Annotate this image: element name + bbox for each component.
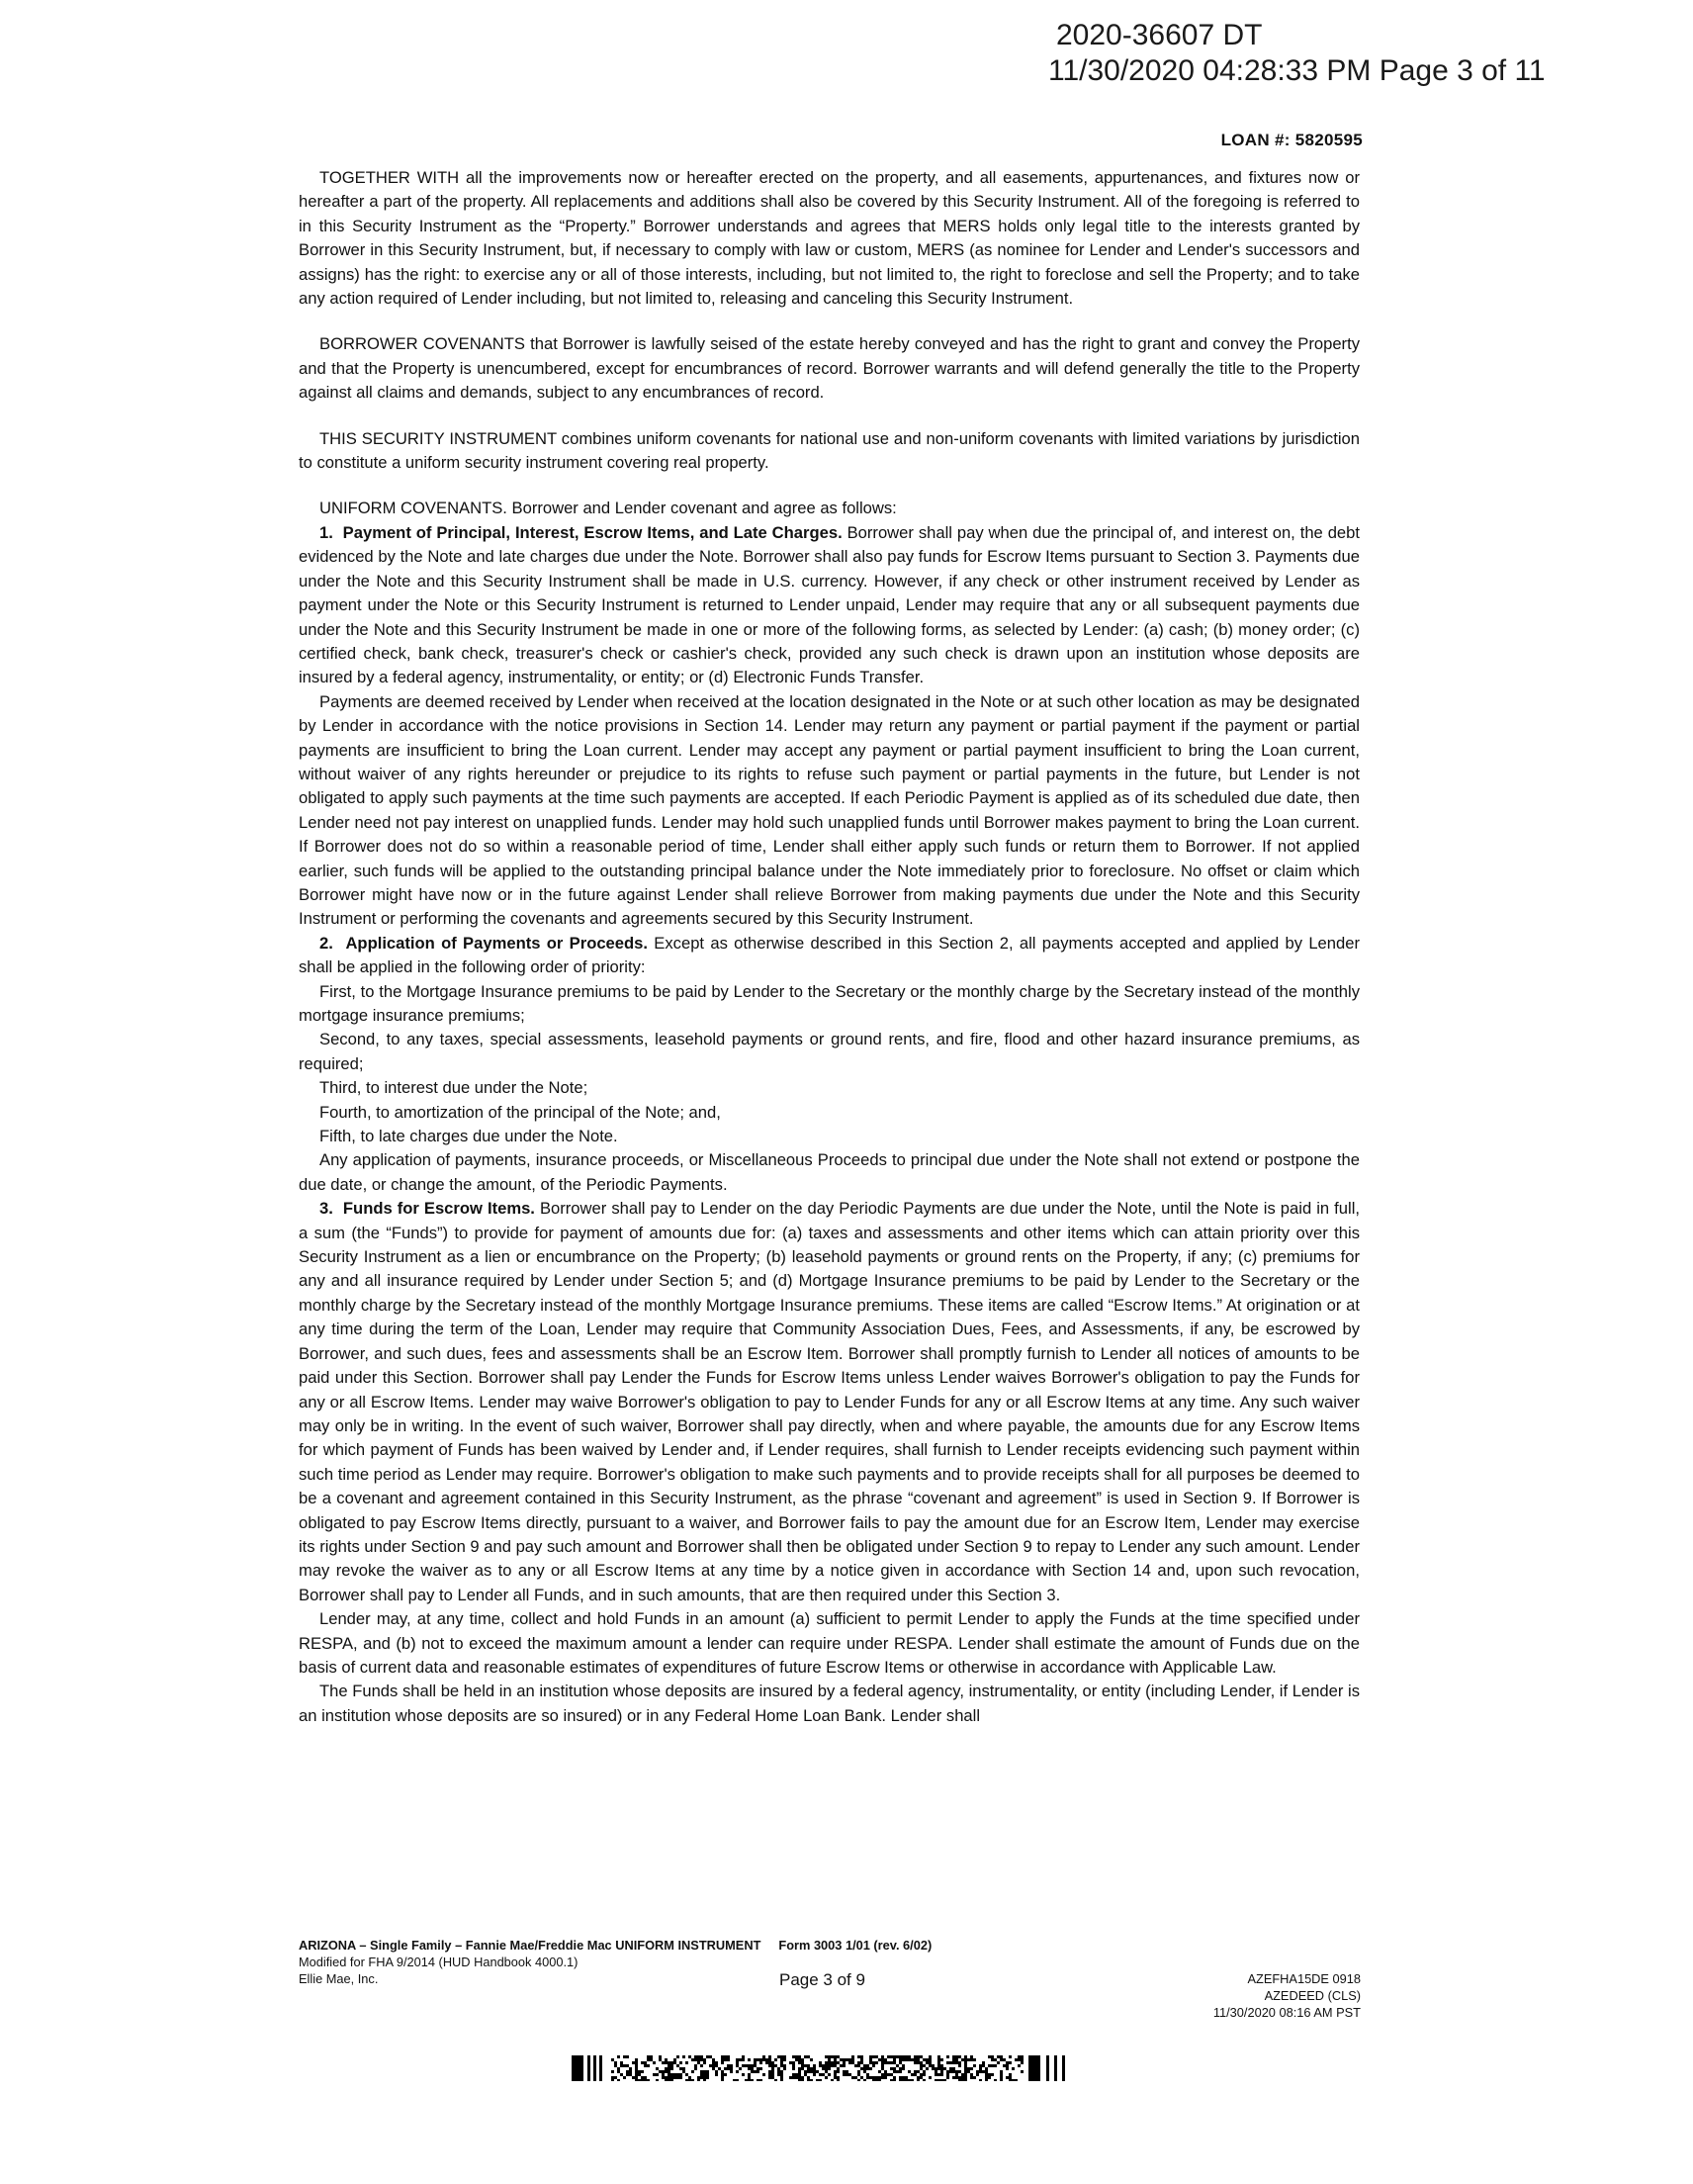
section-3-funds-held-paragraph: The Funds shall be held in an institution whose deposits are insured by a federal agency, instrumentality, or entity (including Lender, if Lender is an institution whose deposits are so insured) or in any Federal Home Loan Bank. Lender shall bbox=[299, 1682, 1360, 1725]
page-number: Page 3 of 9 bbox=[779, 1970, 865, 1989]
footer-deed-code: AZEDEED (CLS) bbox=[1264, 1988, 1361, 2003]
document-body bbox=[299, 166, 1360, 1728]
section-3-respa-paragraph: Lender may, at any time, collect and hold Funds in an amount (a) sufficient to permit Lender to apply the Funds at the time specified under RESPA, and (b) not to exceed the maximum amount a lender can require under RESPA. Lender shall estimate the amount of Funds due on the basis of current data and reasonable estimates of expenditures of future Escrow Items or otherwise in accordance with Applicable Law. bbox=[299, 1609, 1360, 1677]
section-2-application-paragraph: Any application of payments, insurance proceeds, or Miscellaneous Proceeds to principal due under the Note shall not extend or postpone the due date, or change the amount, of the Periodic Payments. bbox=[299, 1150, 1360, 1194]
uniform-covenants-intro: UNIFORM COVENANTS. Borrower and Lender covenant and agree as follows: bbox=[319, 499, 897, 518]
security-instrument-paragraph: THIS SECURITY INSTRUMENT combines uniform covenants for national use and non-uniform covenants with limited variations by jurisdiction to constitute a uniform security instrument covering real property. bbox=[299, 428, 1360, 473]
loan-number: LOAN #: 5820595 bbox=[1220, 131, 1363, 149]
priority-fifth: Fifth, to late charges due under the Note. bbox=[319, 1127, 618, 1146]
section-1-text: Borrower shall pay when due the principal of, and interest on, the debt evidenced by the Note and late charges due under the Note. Borrower shall also pay funds for Escrow Items pursuant to Section 3. Payments due under the Note and this Security Instrument shall be made in U.S. currency. However, if any check or other instrument received by Lender as payment under the Note or this Security Instrument is returned to Lender unpaid, Lender may require that any or all subsequent payments due under the Note and this Security Instrument be made in one or more of the following forms, as selected by Lender: (a) cash; (b) money order; (c) certified check, bank check, treasurer's check or cashier's check, provided any such check is drawn upon an institution whose deposits are insured by a federal agency, instrumentality, or entity; or (d) Electronic Funds Transfer. bbox=[299, 522, 1360, 687]
together-with-paragraph: TOGETHER WITH all the improvements now or hereafter erected on the property, and all easements, appurtenances, and fixtures now or hereafter a part of the property. All replacements and additions shall also be covered by this Security Instrument. All of the foregoing is referred to in this Security Instrument as the “Property.” Borrower understands and agrees that MERS holds only legal title to the interests granted by Borrower in this Security Instrument, but, if necessary to comply with law or custom, MERS (as nominee for Lender and Lender's successors and assigns) has the right: to exercise any or all of those interests, including, but not limited to, the right to foreclose and sell the Property; and to take any action required of Lender including, but not limited to, releasing and canceling this Security Instrument. bbox=[299, 168, 1360, 309]
section-3-heading: 3. Funds for Escrow Items. bbox=[319, 1199, 535, 1219]
priority-third: Third, to interest due under the Note; bbox=[319, 1078, 588, 1098]
section-3-paragraph bbox=[299, 1197, 1360, 1607]
recording-stamp bbox=[1048, 18, 1622, 89]
priority-fourth: Fourth, to amortization of the principal of the Note; and, bbox=[319, 1102, 721, 1122]
footer-modified-line: Modified for FHA 9/2014 (HUD Handbook 4000.1) bbox=[299, 1955, 579, 1969]
section-1-heading: 1. Payment of Principal, Interest, Escrow Items, and Late Charges. bbox=[319, 522, 843, 542]
priority-first: First, to the Mortgage Insurance premiums to be paid by Lender to the Secretary or the monthly charge by the Secretary instead of the monthly mortgage insurance premiums; bbox=[299, 981, 1360, 1025]
footer-timestamp: 11/30/2020 08:16 AM PST bbox=[1212, 2005, 1361, 2020]
section-3-text: Borrower shall pay to Lender on the day Periodic Payments are due under the Note, until the Note is paid in full, a sum (the “Funds”) to provide for payment of amounts due for: (a) taxes and assessments and other items which can attain priority over this Security Instrument as a lien or encumbrance on the Property; (b) leasehold payments or ground rents on the Property, if any; (c) premiums for any and all insurance required by Lender under Section 5; and (d) Mortgage Insurance premiums to be paid by Lender to the Secretary or the monthly charge by the Secretary instead of the monthly Mortgage Insurance premiums. These items are called “Escrow Items.” At origination or at any time during the term of the Loan, Lender may require that Community Association Dues, Fees, and Assessments, if any, be escrowed by Borrower, and such dues, fees and assessments shall be an Escrow Item. Borrower shall promptly furnish to Lender all notices of amounts to be paid under this Section. Borrower shall pay Lender the Funds for Escrow Items unless Lender waives Borrower's obligation to pay the Funds for any or all Escrow Items. Lender may waive Borrower's obligation to pay to Lender Funds for any or all Escrow Items at any time. Any such waiver may only be in writing. In the event of such waiver, Borrower shall pay directly, when and where payable, the amounts due for any Escrow Items for which payment of Funds has been waived by Lender and, if Lender requires, shall furnish to Lender receipts evidencing such payment within such time period as Lender may require. Borrower's obligation to make such payments and to provide receipts shall for all purposes be deemed to be a covenant and agreement contained in this Security Instrument, as the phrase “covenant and agreement” is used in Section 9. If Borrower is obligated to pay Escrow Items directly, pursuant to a waiver, and Borrower fails to pay the amount due for an Escrow Item, Lender may exercise its rights under Section 9 and pay such amount and Borrower shall then be obligated under Section 9 to repay to Lender any such amount. Lender may revoke the waiver as to any or all Escrow Items at any time by a notice given in accordance with Section 14 and, upon such revocation, Borrower shall pay to Lender all Funds, and in such amounts, that are then required under this Section 3. bbox=[299, 1199, 1360, 1604]
section-2-text: Except as otherwise described in this Section 2, all payments accepted and applied by Lender shall be applied in the following order of priority: bbox=[299, 933, 1361, 977]
barcode-image bbox=[572, 2055, 1078, 2081]
recording-number: 2020-36607 DT bbox=[1056, 19, 1263, 51]
priority-second: Second, to any taxes, special assessments, leasehold payments or ground rents, and fire, flood and other hazard insurance premiums, as required; bbox=[299, 1030, 1360, 1073]
footer-codes bbox=[1213, 1970, 1361, 2021]
section-1-payments-paragraph: Payments are deemed received by Lender when received at the location designated in the Note or at such other location as may be designated by Lender in accordance with the notice provisions in Section 14. Lender may return any payment or partial payment if the payment or partial payments are insufficient to bring the Loan current. Lender may accept any payment or partial payment insufficient to bring the Loan current, without waiver of any rights hereunder or prejudice to its rights to refuse such payment or partial payments in the future, but Lender is not obligated to apply such payments at the time such payments are accepted. If each Periodic Payment is applied as of its scheduled due date, then Lender need not pay interest on unapplied funds. Lender may hold such unapplied funds until Borrower makes payment to bring the Loan current. If Borrower does not do so within a reasonable period of time, Lender shall either apply such funds or return them to Borrower. If not applied earlier, such funds will be applied to the outstanding principal balance under the Note immediately prior to foreclosure. No offset or claim which Borrower might have now or in the future against Lender shall relieve Borrower from making payments due under the Note and this Security Instrument or performing the covenants and agreements secured by this Security Instrument. bbox=[299, 691, 1360, 929]
section-1-paragraph bbox=[299, 521, 1360, 690]
footer-state-line: ARIZONA – Single Family – Fannie Mae/Freddie Mac UNIFORM INSTRUMENT bbox=[299, 1938, 761, 1953]
footer-form-number: Form 3003 1/01 (rev. 6/02) bbox=[778, 1938, 933, 1953]
footer-form-code: AZEFHA15DE 0918 bbox=[1247, 1971, 1361, 1986]
section-2-heading: 2. Application of Payments or Proceeds. bbox=[319, 933, 648, 953]
borrower-covenants-paragraph: BORROWER COVENANTS that Borrower is lawfully seised of the estate hereby conveyed and has the right to grant and convey the Property and that the Property is unencumbered, except for encumbrances of record. Borrower warrants and will defend generally the title to the Property against all claims and demands, subject to any encumbrances of record. bbox=[299, 334, 1360, 403]
recording-timestamp: 11/30/2020 04:28:33 PM Page 3 of 11 bbox=[1048, 54, 1546, 87]
footer-vendor: Ellie Mae, Inc. bbox=[299, 1971, 379, 1986]
footer-instrument-line bbox=[299, 1937, 932, 1954]
section-2-paragraph bbox=[299, 932, 1360, 980]
